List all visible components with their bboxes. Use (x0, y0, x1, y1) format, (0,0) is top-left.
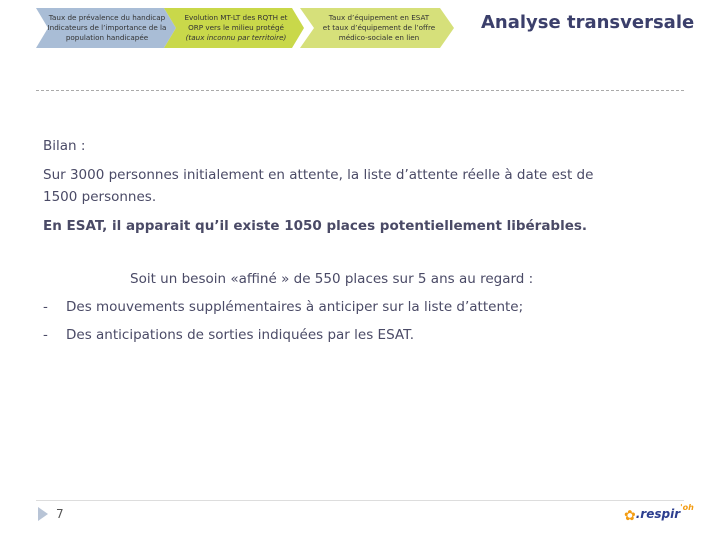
need-statement: Soit un besoin «affiné » de 550 places sur 5 ans au regard : (130, 271, 534, 287)
page-marker-icon (38, 507, 48, 521)
paragraph-waiting-list-line-1: Sur 3000 personnes initialement en attente, la liste d’attente réelle à date est de (43, 167, 594, 183)
bullet-dash-1: - (43, 299, 48, 315)
step-esat-equipment (300, 8, 454, 48)
step-esat-equipment-line-3: médico-sociale en lien (338, 33, 420, 42)
step-rqth-evolution-line-1: Evolution MT-LT des RQTH et (184, 13, 288, 22)
page-number: 7 (56, 507, 64, 521)
step-prevalence (36, 8, 176, 48)
bullet-dash-2: - (43, 327, 48, 343)
step-prevalence-line-3: population handicapée (65, 33, 149, 42)
step-rqth-evolution-line-2: ORP vers le milieu protégé (188, 23, 284, 32)
footer-divider (36, 500, 684, 501)
header-divider (36, 90, 684, 91)
logo-wordmark: .respir (635, 507, 681, 521)
bullet-item-2: Des anticipations de sorties indiquées par les ESAT. (66, 327, 415, 343)
bilan-heading: Bilan : (43, 138, 86, 154)
page-title: Analyse transversale (481, 12, 695, 33)
paragraph-waiting-list-line-2: 1500 personnes. (43, 189, 157, 205)
step-prevalence-line-1: Taux de prévalence du handicap (48, 13, 166, 22)
paragraph-esat-places: En ESAT, il apparait qu’il existe 1050 places potentiellement libérables. (43, 218, 588, 234)
logo-flower-icon: ✿ (624, 508, 636, 524)
step-esat-equipment-line-1: Taux d’équipement en ESAT (328, 13, 430, 22)
respir-logo (624, 503, 694, 527)
step-prevalence-line-2: Indicateurs de l’importance de la (47, 23, 167, 32)
step-rqth-evolution-note: (taux inconnu par territoire) (185, 33, 287, 42)
step-esat-equipment-line-2: et taux d’équipement de l’offre (322, 23, 436, 32)
step-rqth-evolution (164, 8, 304, 48)
logo-superscript: 'oh (680, 503, 694, 512)
bullet-item-1: Des mouvements supplémentaires à anticiper sur la liste d’attente; (66, 299, 524, 315)
